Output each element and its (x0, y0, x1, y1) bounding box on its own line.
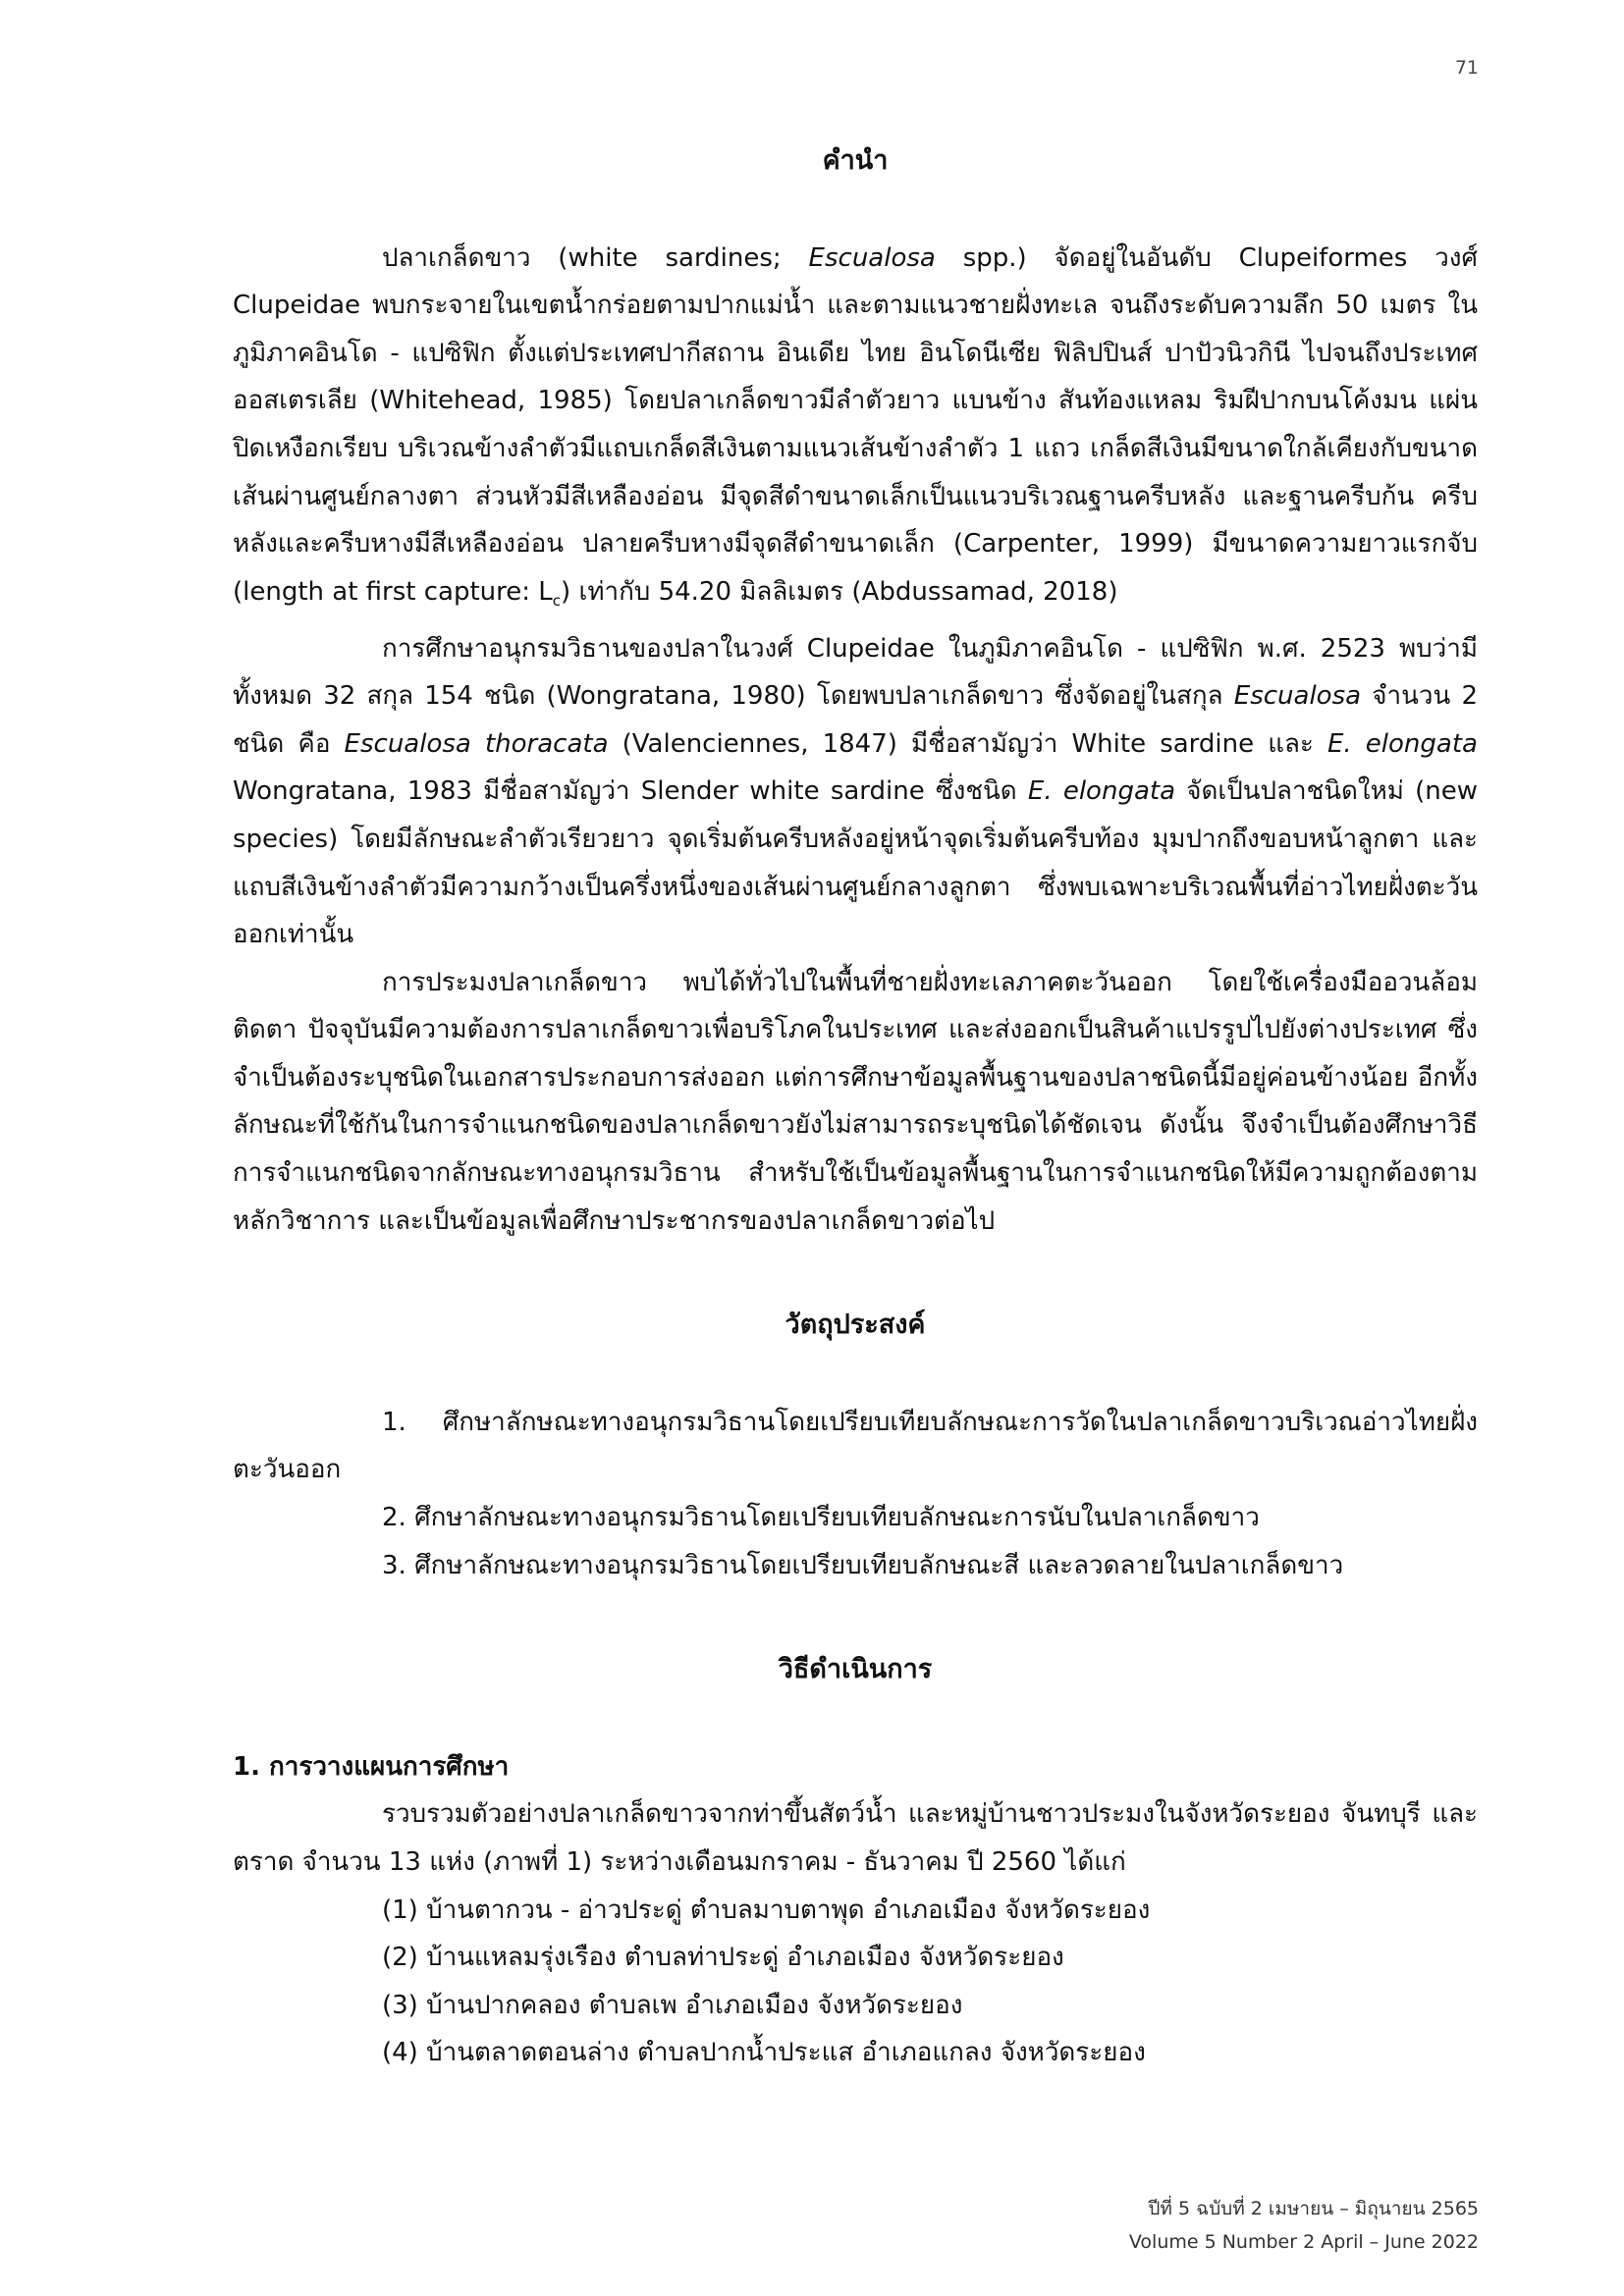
species-name: E. elongata (1327, 728, 1478, 759)
site-item-4: (4) บ้านตลาดตอนล่าง ตำบลปากน้ำประแส อำเภอแกลง จังหวัดระยอง (382, 2038, 1146, 2068)
methods-paragraph-1: รวบรวมตัวอย่างปลาเกล็ดขาวจากท่าขึ้นสัตว์น้ำ และหมู่บ้านชาวประมงในจังหวัดระยอง จันทบุรี และตราด จำนวน 13 แห่ง (ภาพที่ 1) ระหว่างเดือนมกราคม - ธันวาคม ปี 2560 ได้แก่ (233, 1799, 1478, 1877)
footer-thai-issue: ปีที่ 5 ฉบับที่ 2 เมษายน – มิถุนายน 2565 (1148, 2198, 1479, 2219)
species-name: E. elongata (1027, 776, 1176, 807)
site-item-3: (3) บ้านปากคลอง ตำบลเพ อำเภอเมือง จังหวัดระยอง (382, 1990, 963, 2020)
subscript-c: c (552, 591, 562, 610)
species-name: Escualosa thoracata (344, 728, 609, 759)
methods-heading: วิธีดำเนินการ (778, 1654, 933, 1685)
objective-item-1: 1. ศึกษาลักษณะทางอนุกรมวิธานโดยเปรียบเทียบลักษณะการวัดในปลาเกล็ดขาวบริเวณอ่าวไทยฝั่งตะวันออก (233, 1407, 1478, 1485)
intro-paragraph-2: การศึกษาอนุกรมวิธานของปลาในวงศ์ Clupeidae ในภูมิภาคอินโด - แปซิฟิก พ.ศ. 2523 พบว่ามีทั้งหมด 32 สกุล 154 ชนิด (Wongratana, 1980) โดยพบปลาเกล็ดขาว ซึ่งจัดอยู่ในสกุล Escualosa จำนวน 2 ชนิด คือ Escualosa thoracata (Valenciennes, 1847) มีชื่อสามัญว่า White sardine และ E. elongata Wongratana, 1983 มีชื่อสามัญว่า Slender white sardine ซึ่งชนิด E. elongata จัดเป็นปลาชนิดใหม่ (new species) โดยมีลักษณะลำตัวเรียวยาว จุดเริ่มต้นครีบหลังอยู่หน้าจุดเริ่มต้นครีบท้อง มุมปากถึงขอบหน้าลูกตา และแถบสีเงินข้างลำตัวมีความกว้างเป็นครึ่งหนึ่งของเส้นผ่านศูนย์กลางลูกตา ซึ่งพบเฉพาะบริเวณพื้นที่อ่าวไทยฝั่งตะวันออกเท่านั้น (233, 633, 1478, 950)
footer-english-issue: Volume 5 Number 2 April – June 2022 (1128, 2231, 1479, 2253)
journal-footer (1129, 2192, 1479, 2259)
page-number: 71 (1454, 57, 1479, 79)
intro-paragraph-1: ปลาเกล็ดขาว (white sardines; Escualosa spp.) จัดอยู่ในอันดับ Clupeiformes วงศ์ Clupeidae พบกระจายในเขตน้ำกร่อยตามปากแม่น้ำ และตามแนวชายฝั่งทะเล จนถึงระดับความลึก 50 เมตร ในภูมิภาคอินโด - แปซิฟิก ตั้งแต่ประเทศปากีสถาน อินเดีย ไทย อินโดนีเซีย ฟิลิปปินส์ ปาปัวนิวกินี ไปจนถึงประเทศออสเตรเลีย (Whitehead, 1985) โดยปลาเกล็ดขาวมีลำตัวยาว แบนข้าง สันท้องแหลม ริมฝีปากบนโค้งมน แผ่นปิดเหงือกเรียบ บริเวณข้างลำตัวมีแถบเกล็ดสีเงินตามแนวเส้นข้างลำตัว 1 แถว เกล็ดสีเงินมีขนาดใกล้เคียงกับขนาดเส้นผ่านศูนย์กลางตา ส่วนหัวมีสีเหลืองอ่อน มีจุดสีดำขนาดเล็กเป็นแนวบริเวณฐานครีบหลัง และฐานครีบก้น ครีบหลังและครีบหางมีสีเหลืองอ่อน ปลายครีบหางมีจุดสีดำขนาดเล็ก (Carpenter, 1999) มีขนาดความยาวแรกจับ (length at first capture: $L_c$) เท่ากับ 54.20 มิลลิเมตร (Abdussamad, 2018) (233, 242, 1478, 610)
methods-subheading-1: 1. การวางแผนการศึกษา (233, 1751, 510, 1782)
site-item-1: (1) บ้านตากวน - อ่าวประดู่ ตำบลมาบตาพุด อำเภอเมือง จังหวัดระยอง (382, 1895, 1151, 1925)
genus-name: Escualosa (808, 242, 936, 273)
objective-item-2: 2. ศึกษาลักษณะทางอนุกรมวิธานโดยเปรียบเทียบลักษณะการนับในปลาเกล็ดขาว (382, 1503, 1260, 1533)
intro-paragraph-3: การประมงปลาเกล็ดขาว พบได้ทั่วไปในพื้นที่ชายฝั่งทะเลภาคตะวันออก โดยใช้เครื่องมืออวนล้อมติดตา ปัจจุบันมีความต้องการปลาเกล็ดขาวเพื่อบริโภคในประเทศ และส่งออกเป็นสินค้าแปรรูปไปยังต่างประเทศ ซึ่งจำเป็นต้องระบุชนิดในเอกสารประกอบการส่งออก แต่การศึกษาข้อมูลพื้นฐานของปลาชนิดนี้มีอยู่ค่อนข้างน้อย อีกทั้งลักษณะที่ใช้กันในการจำแนกชนิดของปลาเกล็ดขาวยังไม่สามารถระบุชนิดได้ชัดเจน ดังนั้น จึงจำเป็นต้องศึกษาวิธีการจำแนกชนิดจากลักษณะทางอนุกรมวิธาน สำหรับใช้เป็นข้อมูลพื้นฐานในการจำแนกชนิดให้มีความถูกต้องตามหลักวิชาการ และเป็นข้อมูลเพื่อศึกษาประชากรของปลาเกล็ดขาวต่อไป (233, 967, 1478, 1236)
objectives-heading: วัตถุประสงค์ (785, 1309, 926, 1341)
objective-item-3: 3. ศึกษาลักษณะทางอนุกรมวิธานโดยเปรียบเทียบลักษณะสี และลวดลายในปลาเกล็ดขาว (382, 1550, 1344, 1580)
article-body (233, 137, 1478, 2077)
genus-name: Escualosa (1233, 681, 1362, 712)
site-item-2: (2) บ้านแหลมรุ่งเรือง ตำบลท่าประดู่ อำเภอเมือง จังหวัดระยอง (382, 1943, 1064, 1973)
intro-heading: คำนำ (822, 145, 889, 176)
